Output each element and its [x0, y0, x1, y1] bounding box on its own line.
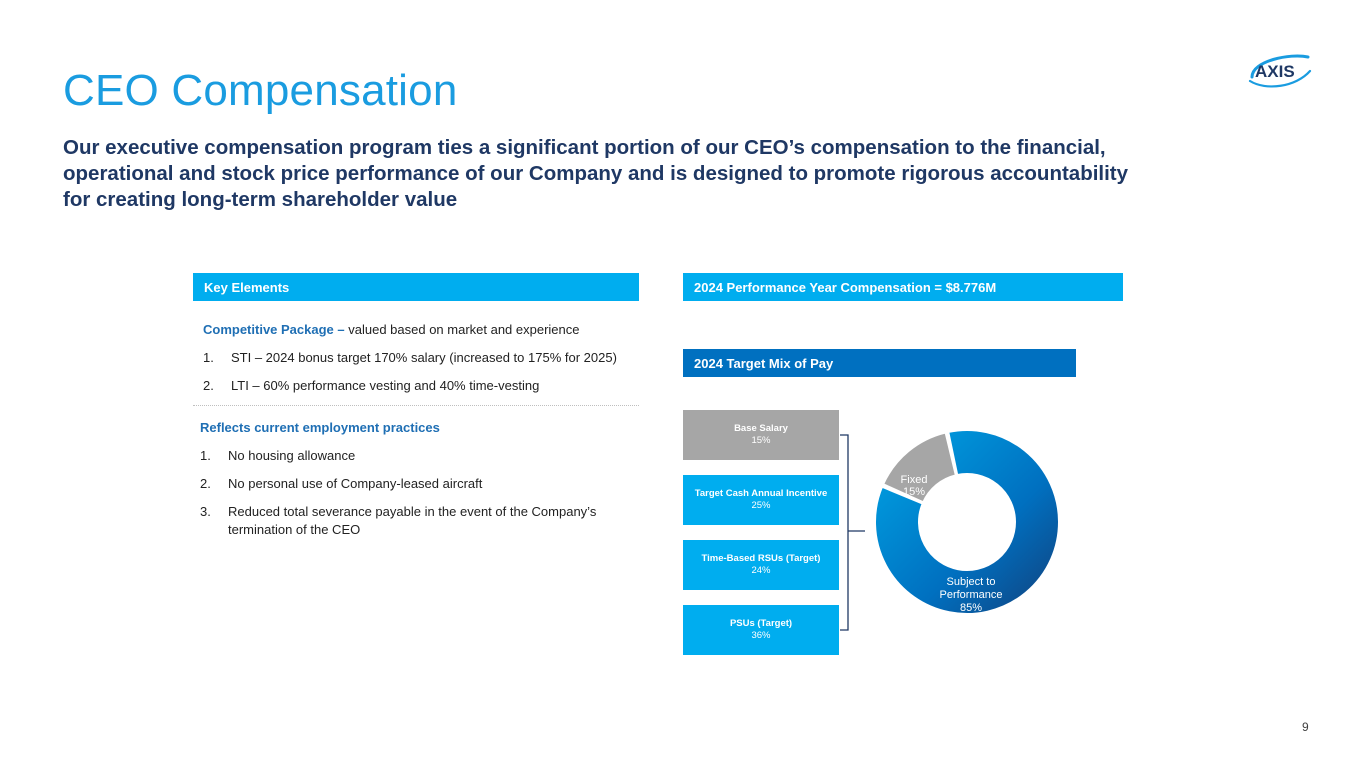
reflects-heading: Reflects current employment practices	[200, 420, 440, 435]
list-number: 2.	[200, 476, 211, 491]
pay-box-psus	[683, 605, 839, 655]
donut-label-performance-line2: Performance	[939, 589, 1003, 601]
pay-mix-donut-chart	[860, 415, 1075, 630]
pay-box-label: Time-Based RSUs (Target)	[701, 553, 821, 564]
pay-box-pct: 36%	[751, 630, 771, 641]
page-title: CEO Compensation	[63, 66, 458, 115]
list-item: STI – 2024 bonus target 170% salary (increased to 175% for 2025)	[231, 350, 617, 365]
list-number: 1.	[203, 350, 214, 365]
donut-label-fixed: Fixed	[900, 474, 928, 486]
list-number: 1.	[200, 448, 211, 463]
pay-box-label: Base Salary	[734, 423, 788, 434]
svg-text:AXIS: AXIS	[1255, 62, 1295, 81]
list-item: LTI – 60% performance vesting and 40% time-vesting	[231, 378, 540, 393]
page-subtitle: Our executive compensation program ties a significant portion of our CEO’s compensation to the financial, operational and stock price performance of our Company and is designed to promote rigorous accountability for creating long-term shareholder value	[63, 136, 1129, 211]
donut-label-performance-pct: 85%	[959, 602, 983, 614]
section-divider	[193, 405, 639, 406]
donut-label-performance: Subject to	[946, 576, 996, 588]
pay-box-pct: 24%	[751, 565, 771, 576]
key-elements-header: Key Elements	[193, 273, 639, 301]
pay-box-pct: 25%	[751, 500, 771, 511]
pay-box-time-rsus	[683, 540, 839, 590]
competitive-package-lead: Competitive Package –	[203, 322, 345, 337]
pay-box-cash-incentive	[683, 475, 839, 525]
pay-box-base-salary	[683, 410, 839, 460]
pay-box-label: Target Cash Annual Incentive	[694, 488, 828, 499]
list-number: 3.	[200, 504, 211, 519]
list-item: Reduced total severance payable in the event of the Company’s	[228, 504, 597, 519]
axis-logo	[1246, 47, 1312, 93]
target-mix-header: 2024 Target Mix of Pay	[683, 349, 1076, 377]
page-number: 9	[1302, 720, 1309, 734]
pay-box-label: PSUs (Target)	[729, 618, 793, 629]
list-item: No housing allowance	[228, 448, 356, 463]
donut-label-fixed-pct: 15%	[902, 486, 926, 498]
competitive-package-rest: valued based on market and experience	[344, 322, 580, 337]
list-number: 2.	[203, 378, 214, 393]
list-item: No personal use of Company-leased aircraft	[228, 476, 483, 491]
pay-box-pct: 15%	[751, 435, 771, 446]
list-item-continuation: termination of the CEO	[228, 522, 361, 537]
competitive-package-line	[203, 322, 580, 337]
performance-compensation-header: 2024 Performance Year Compensation = $8.776M	[683, 273, 1123, 301]
